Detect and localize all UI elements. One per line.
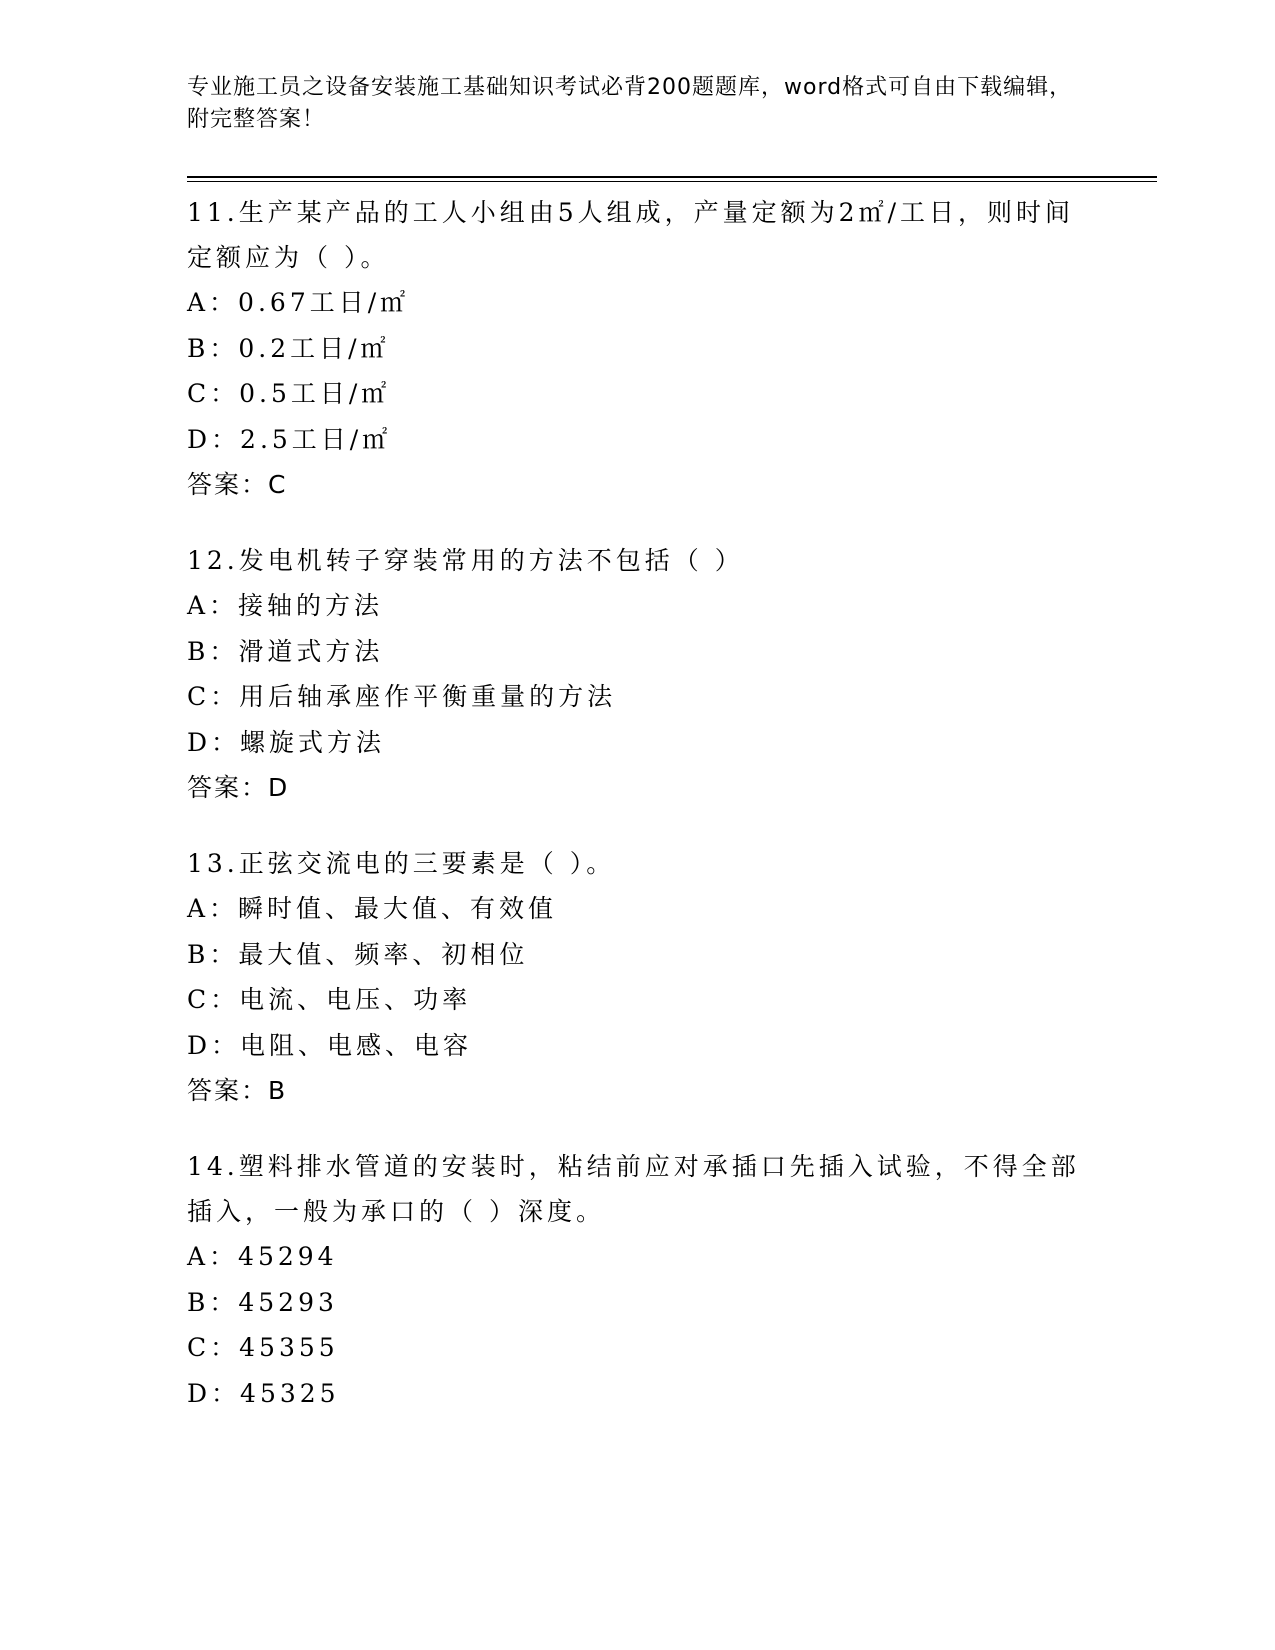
option-a: A：接轴的方法 (187, 591, 384, 620)
option-c: C：电流、电压、功率 (187, 985, 472, 1014)
answer: 答案：B (187, 1076, 288, 1105)
question-stem: 13.正弦交流电的三要素是（ ）。 (187, 849, 616, 878)
answer: 答案：D (187, 773, 290, 802)
answer: 答案：C (187, 470, 288, 499)
option-b: B：最大值、频率、初相位 (187, 939, 529, 969)
option-c: C：0.5工日/㎡ (187, 379, 391, 408)
header-divider-thin (187, 181, 1157, 182)
option-b: B：滑道式方法 (187, 636, 384, 666)
question-14 (187, 1144, 1087, 1416)
question-stem: 11.生产某产品的工人小组由5人组成，产量定额为2㎡/工日，则时间定额应为（ ）。 (187, 198, 1074, 272)
question-12 (187, 538, 1087, 810)
question-stem: 12.发电机转子穿装常用的方法不包括（ ） (187, 546, 744, 575)
option-d: D：45325 (187, 1378, 340, 1408)
header-divider-thick (187, 176, 1157, 178)
page-header: 专业施工员之设备安装施工基础知识考试必背200题题库，word格式可自由下载编辑，附完整答案！ (187, 75, 1073, 132)
option-c: C：用后轴承座作平衡重量的方法 (187, 682, 617, 711)
question-list (187, 190, 1087, 1447)
option-d: D：电阻、电感、电容 (187, 1030, 473, 1060)
option-b: B：45293 (187, 1287, 338, 1317)
question-stem: 14.塑料排水管道的安装时，粘结前应对承插口先插入试验，不得全部插入，一般为承口的（ ）深度。 (187, 1152, 1080, 1226)
option-a: A：瞬时值、最大值、有效值 (187, 894, 558, 923)
option-d: D：螺旋式方法 (187, 727, 386, 757)
question-13 (187, 841, 1087, 1113)
option-a: A：45294 (187, 1242, 338, 1271)
question-11 (187, 190, 1087, 507)
option-b: B：0.2工日/㎡ (187, 333, 390, 363)
option-a: A：0.67工日/㎡ (187, 288, 410, 317)
option-c: C：45355 (187, 1333, 339, 1362)
option-d: D：2.5工日/㎡ (187, 424, 392, 454)
